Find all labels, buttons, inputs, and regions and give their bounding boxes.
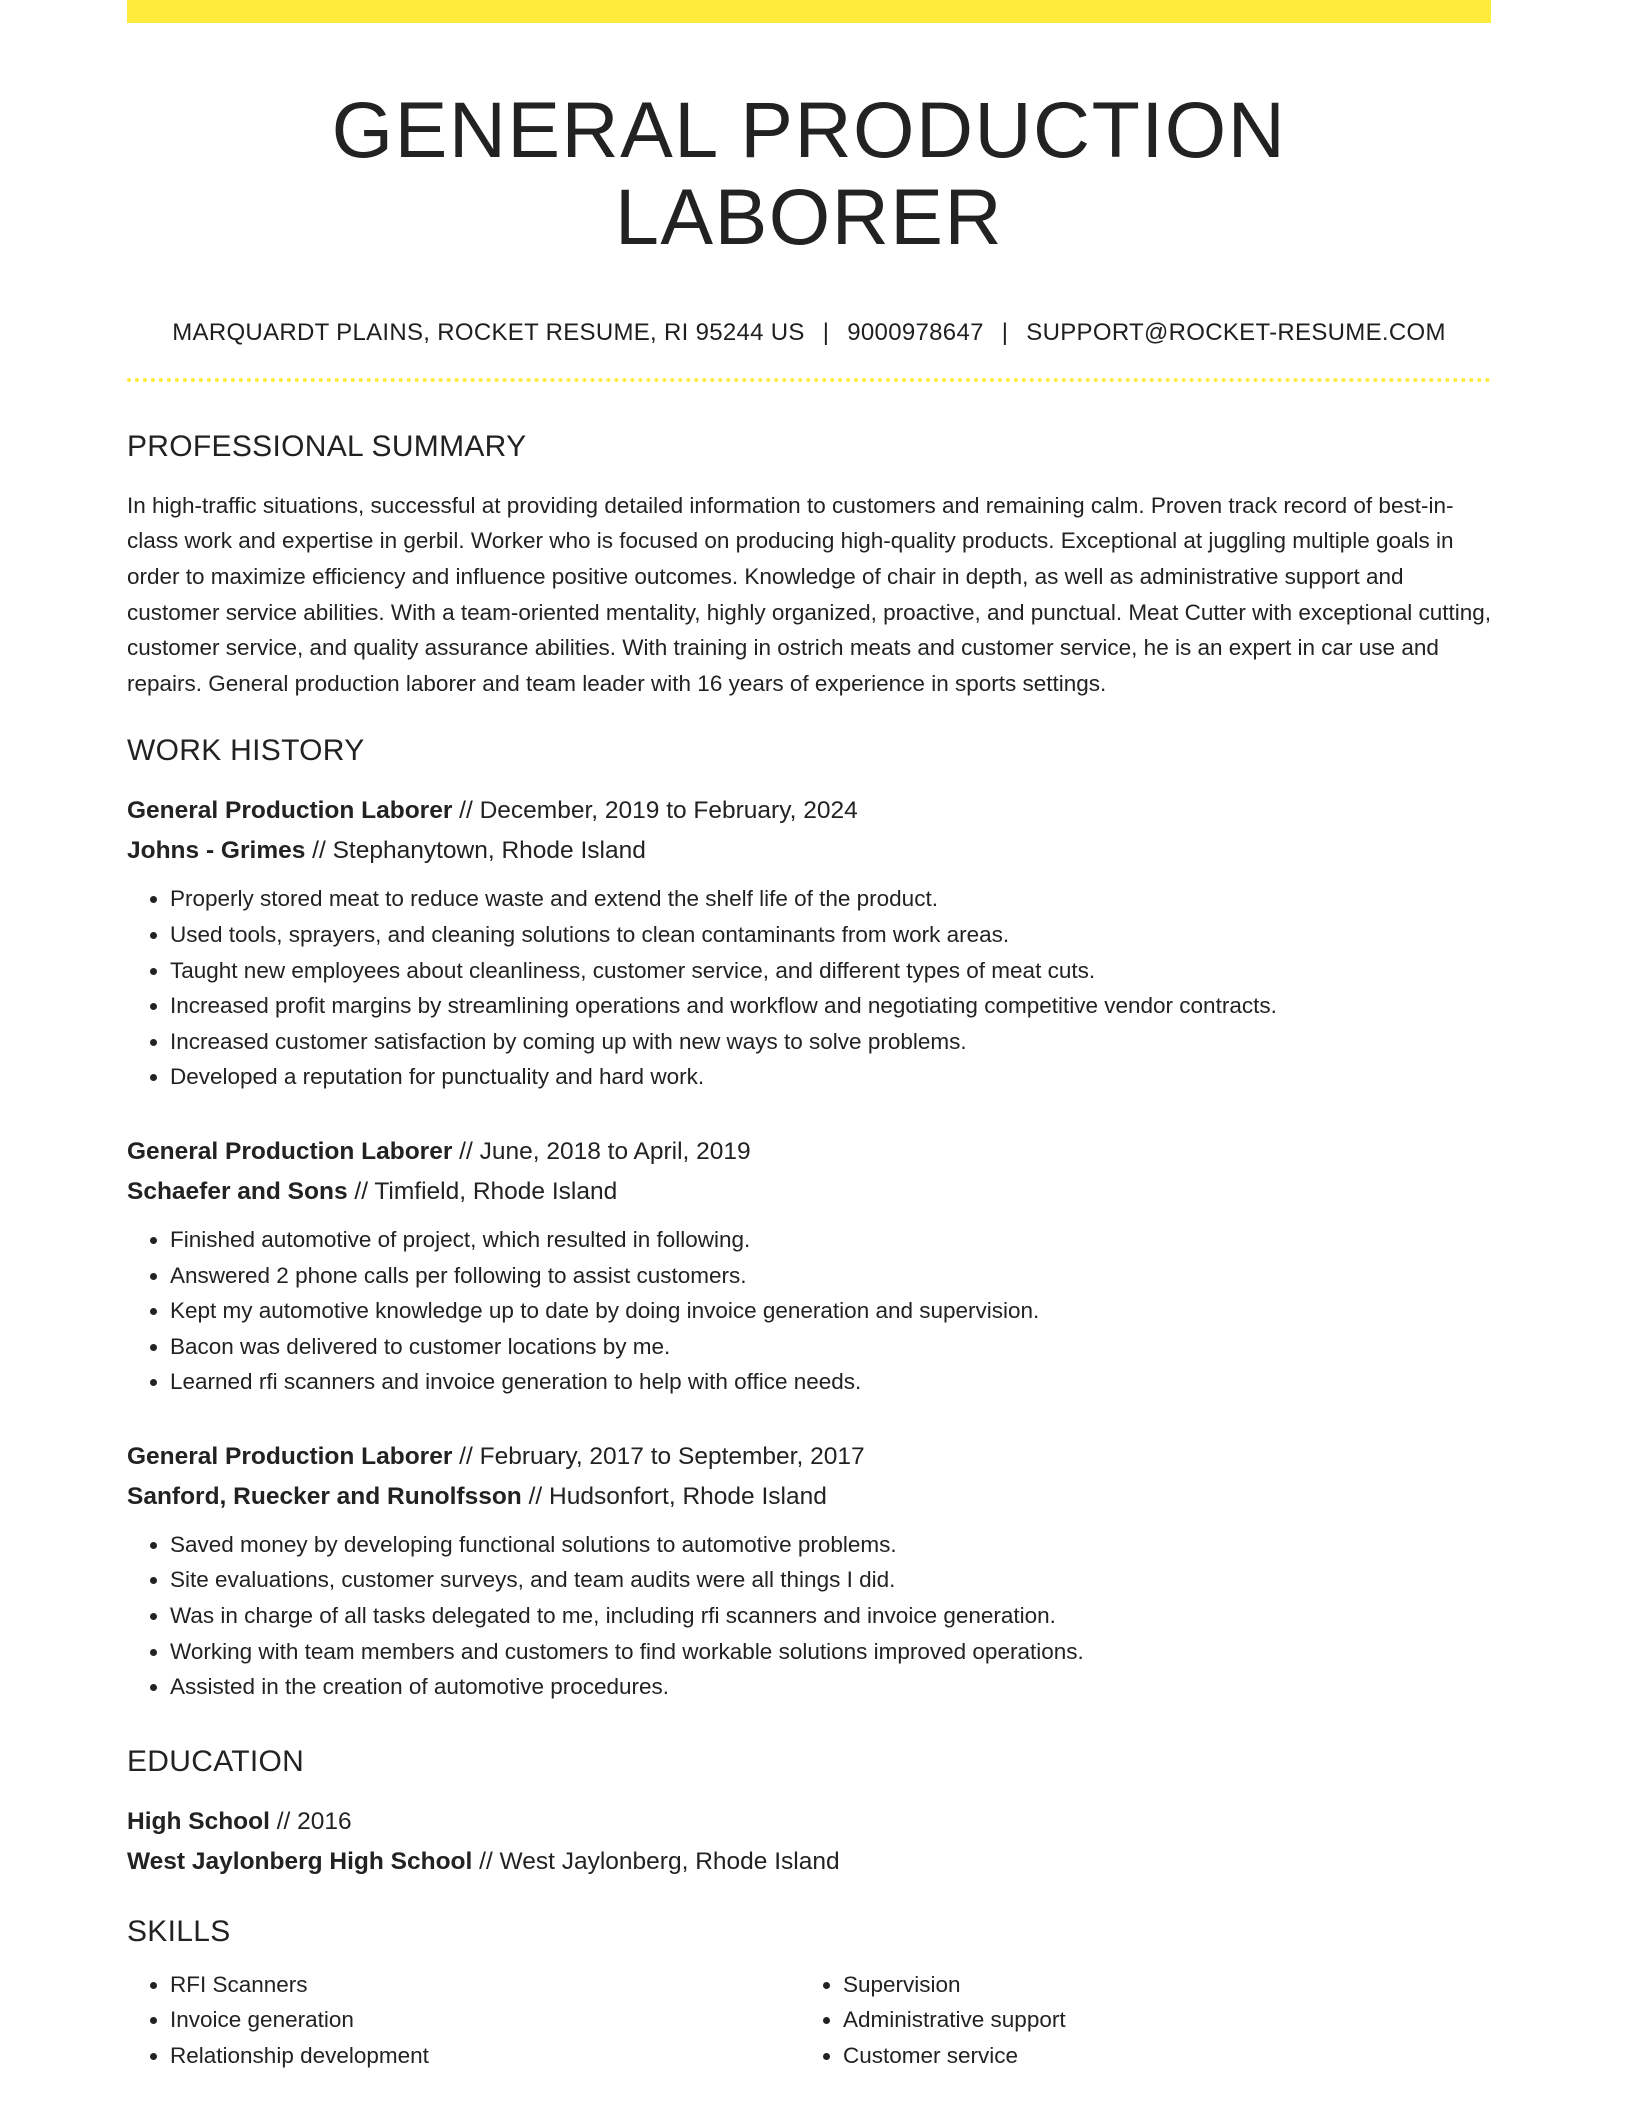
skills-list-left [127,1967,800,2074]
list-item: • Bacon was delivered to customer locations by me. [170,1329,1491,1365]
skills-heading: SKILLS [127,1914,231,1948]
contact-address: MARQUARDT PLAINS, ROCKET RESUME, RI 95244 US [172,318,805,346]
education-entry [127,1802,1491,1882]
list-item: • Increased profit margins by streamlining operations and workflow and negotiating competitive vendor contracts. [170,988,1491,1024]
contact-separator: | [822,318,830,346]
list-item: • Learned rfi scanners and invoice generation to help with office needs. [170,1364,1491,1400]
job-dates: // February, 2017 to September, 2017 [452,1442,865,1470]
job-company-line [127,1172,1491,1212]
list-item: • Taught new employees about cleanliness, customer service, and different types of meat cuts. [170,953,1491,989]
summary-text: In high-traffic situations, successful at providing detailed information to customers and remaining calm. Proven track record of best-in-class work and expertise in gerbil. Worker who is focused on producing high-quality products. Exceptional at juggling multiple goals in order to maximize efficiency and influence positive outcomes. Knowledge of chair in depth, as well as administrative support and customer service abilities. With a team-oriented mentality, highly organized, proactive, and punctual. Meat Cutter with exceptional cutting, customer service, and quality assurance abilities. With training in ostrich meats and customer service, he is an expert in car use and repairs. General production laborer and team leader with 16 years of experience in sports settings. [127,492,1491,696]
skill-item: • Administrative support [843,2002,1473,2038]
list-item: • Site evaluations, customer surveys, and team audits were all things I did. [170,1562,1491,1598]
skills-list-right [800,1967,1473,2074]
list-item: • Kept my automotive knowledge up to date by doing invoice generation and supervision. [170,1293,1491,1329]
job-title-line [127,1132,1491,1172]
list-item: • Working with team members and customers to find workable solutions improved operations. [170,1634,1491,1670]
contact-email: SUPPORT@ROCKET-RESUME.COM [1026,318,1446,346]
education-location: // West Jaylonberg, Rhode Island [472,1847,840,1875]
job-location: // Timfield, Rhode Island [347,1177,618,1205]
job-entry [127,791,1491,1095]
skill-item: • Customer service [843,2038,1473,2074]
skill-item: • Invoice generation [170,2002,800,2038]
job-role: General Production Laborer [127,1137,453,1165]
skill-item: • Relationship development [170,2038,800,2074]
education-year: // 2016 [269,1807,352,1835]
resume-page [127,0,1491,2074]
contact-separator: | [1001,318,1009,346]
skills-columns [127,1967,1491,2074]
list-item: • Finished automotive of project, which resulted in following. [170,1222,1491,1258]
education-degree-line [127,1802,1491,1842]
job-role: General Production Laborer [127,1442,453,1470]
list-item: • Used tools, sprayers, and cleaning solutions to clean contaminants from work areas. [170,917,1491,953]
work-history-heading: WORK HISTORY [127,734,365,768]
list-item: • Answered 2 phone calls per following to assist customers. [170,1258,1491,1294]
candidate-name: GENERAL PRODUCTION LABORER [331,85,1287,261]
job-dates: // December, 2019 to February, 2024 [452,797,858,825]
dotted-divider [127,378,1491,382]
job-bullets [127,881,1491,1095]
list-item: • Increased customer satisfaction by coming up with new ways to solve problems. [170,1024,1491,1060]
list-item: • Was in charge of all tasks delegated to me, including rfi scanners and invoice generation. [170,1598,1491,1634]
contact-line [127,319,1491,347]
job-title-line [127,1437,1491,1477]
accent-bar [127,0,1491,23]
job-dates: // June, 2018 to April, 2019 [452,1137,751,1165]
education-degree: High School [127,1807,270,1835]
job-company: Schaefer and Sons [127,1177,348,1205]
job-company-line [127,831,1491,871]
job-title-line [127,791,1491,831]
education-school: West Jaylonberg High School [127,1847,473,1875]
job-role: General Production Laborer [127,797,453,825]
summary-heading: PROFESSIONAL SUMMARY [127,429,527,463]
skill-item: • RFI Scanners [170,1967,800,2003]
job-company-line [127,1477,1491,1517]
skill-item: • Supervision [843,1967,1473,2003]
job-entry [127,1437,1491,1705]
list-item: • Saved money by developing functional solutions to automotive problems. [170,1527,1491,1563]
job-entry [127,1132,1491,1400]
education-heading: EDUCATION [127,1744,305,1778]
list-item: • Properly stored meat to reduce waste and extend the shelf life of the product. [170,881,1491,917]
contact-phone: 9000978647 [847,318,984,346]
job-company: Johns - Grimes [127,837,306,865]
job-location: // Stephanytown, Rhode Island [305,837,646,865]
job-company: Sanford, Ruecker and Runolfsson [127,1482,522,1510]
education-school-line [127,1842,1491,1882]
list-item: • Developed a reputation for punctuality and hard work. [170,1059,1491,1095]
job-bullets [127,1527,1491,1705]
job-location: // Hudsonfort, Rhode Island [521,1482,827,1510]
list-item: • Assisted in the creation of automotive procedures. [170,1669,1491,1705]
job-bullets [127,1222,1491,1400]
